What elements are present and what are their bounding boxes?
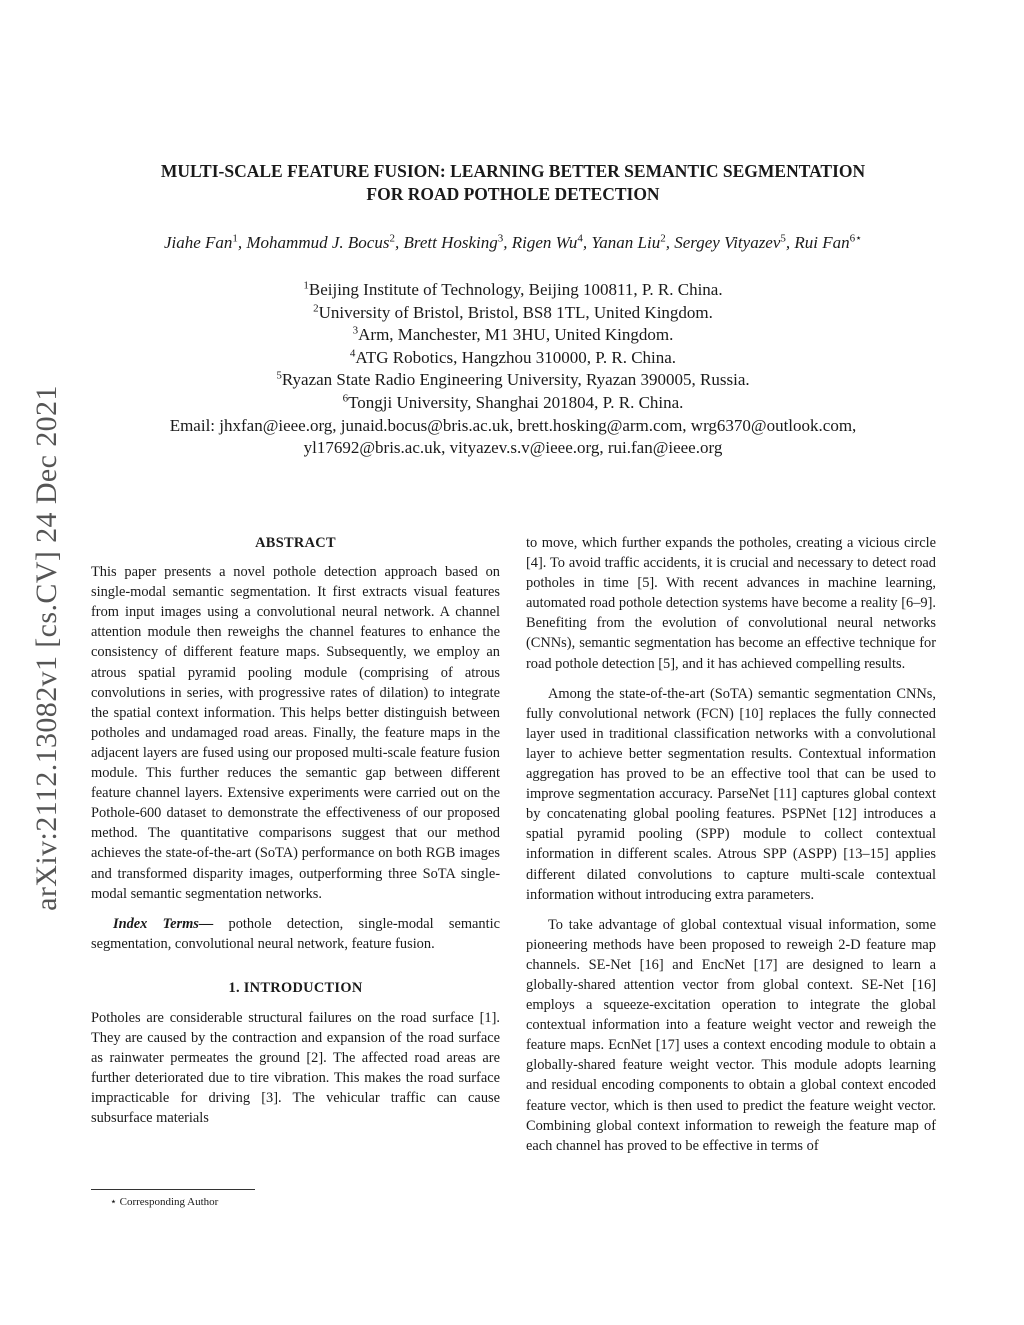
affiliation-text: Beijing Institute of Technology, Beijing 100811, P. R. China. — [308, 280, 723, 299]
affiliation — [90, 347, 936, 370]
author-sup: 2 — [660, 232, 666, 245]
affiliation-sup: 3 — [352, 324, 359, 337]
index-terms-text: pothole detection, single-modal semantic segmentation, convolutional neural network, feature fusion. — [91, 915, 500, 952]
affiliation-sup: 6 — [342, 392, 349, 405]
author-name: Yanan Liu — [591, 233, 661, 252]
author-sup: 3 — [497, 232, 504, 245]
affiliation-text: University of Bristol, Bristol, BS8 1TL, United Kingdom. — [318, 302, 713, 322]
author-name: Rui Fan — [794, 233, 850, 252]
affiliation — [90, 369, 936, 392]
affiliation-sup: 5 — [276, 369, 282, 382]
author-sup: 2 — [389, 232, 395, 245]
author-sup: 1 — [232, 232, 238, 245]
intro-paragraph-2: Among the state-of-the-art (SoTA) semantic segmentation CNNs, fully convolutional network (FCN) [10] replaces the fully connected layer used in traditional classification networks with a convolutional layer to achieve better segmentation results. Contextual information aggregation has proved to be an effective tool that can be used to improve segmentation accuracy. ParseNet [11] captures global context by concatenating global pooling features. PSPNet [12] introduces a spatial pyramid pooling (SPP) module to collect contextual information in different scales. Atrous SPP (ASPP) [13–15] applies different dilated convolutions to capture multi-scale contextual information without introducing extra parameters. — [526, 685, 936, 903]
intro-paragraph-1-cont: to move, which further expands the potholes, creating a vicious circle [4]. To avoid traffic accidents, it is crucial and necessary to detect road potholes in time [5]. With recent advances in machine learning, automated road pothole detection systems have become a reality [6–9]. Benefiting from the evolution of convolutional neural networks (CNNs), semantic segmentation has become an effective technique for road pothole detection [5], and it has achieved compelling results. — [526, 535, 936, 672]
footnote-rule — [91, 1189, 255, 1190]
arxiv-stamp — [22, 350, 72, 945]
affiliation — [90, 302, 936, 325]
affiliation-sup: 2 — [313, 301, 319, 314]
author-list: Jiahe Fan$^1$, Mohammud J. Bocus$^2$, Brett Hosking$^3$, Rigen Wu$^4$, Yanan Liu$^2$, Sergey Vityazev$^5$, Rui Fan$^{6⋆}$ — [163, 232, 863, 252]
left-column — [91, 533, 500, 1129]
introduction-heading: 1. INTRODUCTION — [228, 979, 363, 996]
email-line-1: Email: jhxfan@ieee.org, junaid.bocus@bris.ac.uk, brett.hosking@arm.com, wrg6370@outlook.com, — [169, 415, 857, 435]
title-line-1: MULTI-SCALE FEATURE FUSION: LEARNING BETTER SEMANTIC SEGMENTATION — [160, 161, 866, 181]
email-line-2: yl17692@bris.ac.uk, vityazev.s.v@ieee.org, rui.fan@ieee.org — [303, 438, 723, 458]
author-sup: 6⋆ — [849, 232, 863, 245]
affiliation — [90, 392, 936, 415]
abstract-text: This paper presents a novel pothole detection approach based on single-modal semantic segmentation. It first extracts visual features from input images using a convolutional neural network. A channel attention module then reweighs the channel features to enhance the consistency of different feature maps. Subsequently, we employ an atrous spatial pyramid pooling module (comprising of atrous convolutions in series, with progressive rates of dilation) to integrate the spatial context information. This helps better distinguish between potholes and undamaged road areas. Finally, the feature maps in the adjacent layers are fused using our proposed multi-scale feature fusion module. This further reduces the semantic gap between different feature channel layers. Extensive experiments were carried out on the Pothole-600 dataset to demonstrate the effectiveness of our proposed method. The quantitative comparisons suggest that our method achieves the state-of-the-art (SoTA) performance on both RGB images and transformed disparity images, outperforming three SoTA single-modal semantic segmentation networks. — [91, 564, 500, 902]
index-terms — [91, 914, 500, 954]
footnote: ⋆ Corresponding Author — [110, 1196, 219, 1208]
affiliation-text: Arm, Manchester, M1 3HU, United Kingdom. — [358, 325, 674, 345]
author-name: Jiahe Fan — [163, 233, 233, 252]
affiliation — [90, 279, 936, 302]
author-name: Mohammud J. Bocus — [246, 233, 390, 252]
affiliation — [90, 324, 936, 347]
right-column — [526, 533, 936, 1156]
author-sup: 4 — [577, 232, 583, 245]
affiliation-text: ATG Robotics, Hangzhou 310000, P. R. China. — [355, 347, 677, 367]
intro-paragraph-1: Potholes are considerable structural failures on the road surface [1]. They are caused by the contraction and expansion of the road surface as rainwater permeates the ground [2]. The affected road areas are further deteriorated due to tire vibration. This makes the road surface impracticable for driving [3]. The vehicular traffic can cause subsurface materials — [91, 1009, 500, 1127]
author-name: Brett Hosking — [403, 233, 498, 252]
title-line-2: FOR ROAD POTHOLE DETECTION — [366, 184, 660, 204]
arxiv-id: arXiv:2112.13082v1 [cs.CV] 24 Dec 2021 — [30, 384, 63, 911]
index-terms-label: Index Terms— — [113, 915, 214, 932]
author-sup: 5 — [780, 232, 786, 245]
affiliation-text: Tongji University, Shanghai 201804, P. R. China. — [348, 392, 684, 412]
paper-title — [90, 160, 936, 206]
intro-paragraph-3: To take advantage of global contextual visual information, some pioneering methods have been proposed to reweigh 2-D feature map channels. SE-Net [16] and EncNet [17] are designed to learn a globally-shared attention vector from global context. SE-Net [16] employs a squeeze-excitation operation to integrate the global contextual information into a feature weight vector and reweigh the feature maps. EcnNet [17] uses a context encoding module to obtain a globally-shared feature weight vector. This module adopts learning and residual encoding components to obtain a global context encoded feature vector, which is then used to predict the feature weight vector. Combining global context information to reweigh the feature map of each channel has proved to be effective in terms of — [526, 916, 936, 1154]
affiliation-sup: 1 — [303, 279, 309, 292]
abstract-heading: ABSTRACT — [255, 535, 336, 551]
author-name: Sergey Vityazev — [674, 233, 781, 252]
affiliation-text: Ryazan State Radio Engineering University, Ryazan 390005, Russia. — [281, 370, 750, 390]
affiliations — [90, 279, 936, 460]
author-name: Rigen Wu — [511, 233, 578, 252]
affiliation-sup: 4 — [349, 347, 356, 360]
